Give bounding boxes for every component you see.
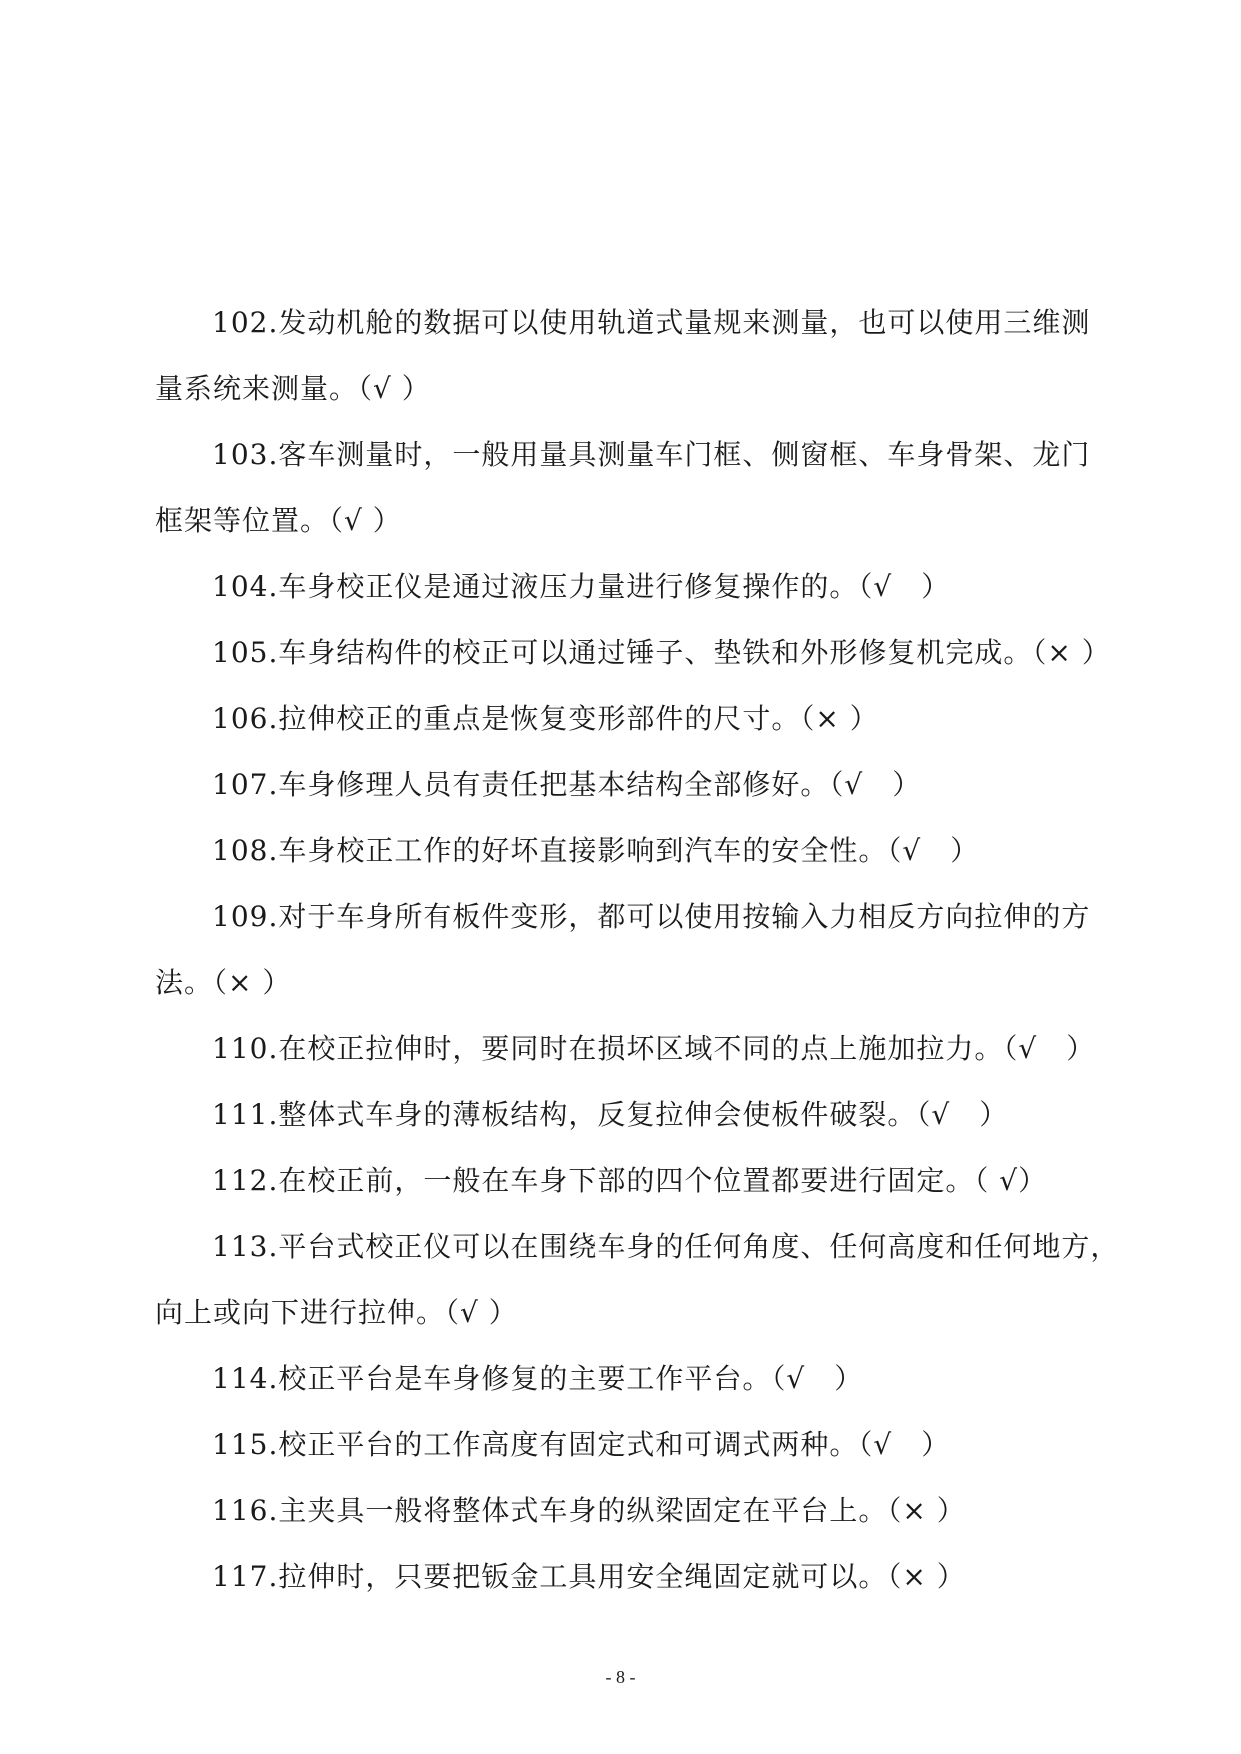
text-line-20: 117.拉伸时，只要把钣金工具用安全绳固定就可以。（× ） (212, 1560, 966, 1593)
text-line-3: 103.客车测量时，一般用量具测量车门框、侧窗框、车身骨架、龙门 (212, 438, 1091, 471)
text-line-7: 106.拉伸校正的重点是恢复变形部件的尺寸。（× ） (212, 702, 879, 735)
text-line-18: 115.校正平台的工作高度有固定式和可调式两种。（√ ） (212, 1428, 951, 1461)
text-line-1: 102.发动机舱的数据可以使用轨道式量规来测量，也可以使用三维测 (212, 306, 1091, 339)
text-line-13: 111.整体式车身的薄板结构，反复拉伸会使板件破裂。（√ ） (212, 1098, 1009, 1131)
text-line-4: 框架等位置。（√ ） (155, 504, 402, 537)
text-line-8: 107.车身修理人员有责任把基本结构全部修好。（√ ） (212, 768, 922, 801)
text-line-17: 114.校正平台是车身修复的主要工作平台。（√ ） (212, 1362, 864, 1395)
text-line-19: 116.主夹具一般将整体式车身的纵梁固定在平台上。（× ） (212, 1494, 966, 1527)
text-line-5: 104.车身校正仪是通过液压力量进行修复操作的。（√ ） (212, 570, 951, 603)
text-line-10: 109.对于车身所有板件变形，都可以使用按输入力相反方向拉伸的方 (212, 900, 1091, 933)
text-line-2: 量系统来测量。（√ ） (155, 372, 431, 405)
text-line-16: 向上或向下进行拉伸。（√ ） (155, 1296, 518, 1329)
question-list (155, 290, 1120, 1610)
text-line-6: 105.车身结构件的校正可以通过锤子、垫铁和外形修复机完成。（× ） (212, 636, 1111, 669)
text-line-14: 112.在校正前，一般在车身下部的四个位置都要进行固定。（ √） (212, 1164, 1048, 1197)
text-line-12: 110.在校正拉伸时，要同时在损坏区域不同的点上施加拉力。（√ ） (212, 1032, 1096, 1065)
page-number: - 8 - (605, 1667, 636, 1687)
text-line-15: 113.平台式校正仪可以在围绕车身的任何角度、任何高度和任何地方， (212, 1230, 1120, 1263)
text-line-11: 法。（× ） (155, 966, 292, 999)
text-line-9: 108.车身校正工作的好坏直接影响到汽车的安全性。（√ ） (212, 834, 980, 867)
